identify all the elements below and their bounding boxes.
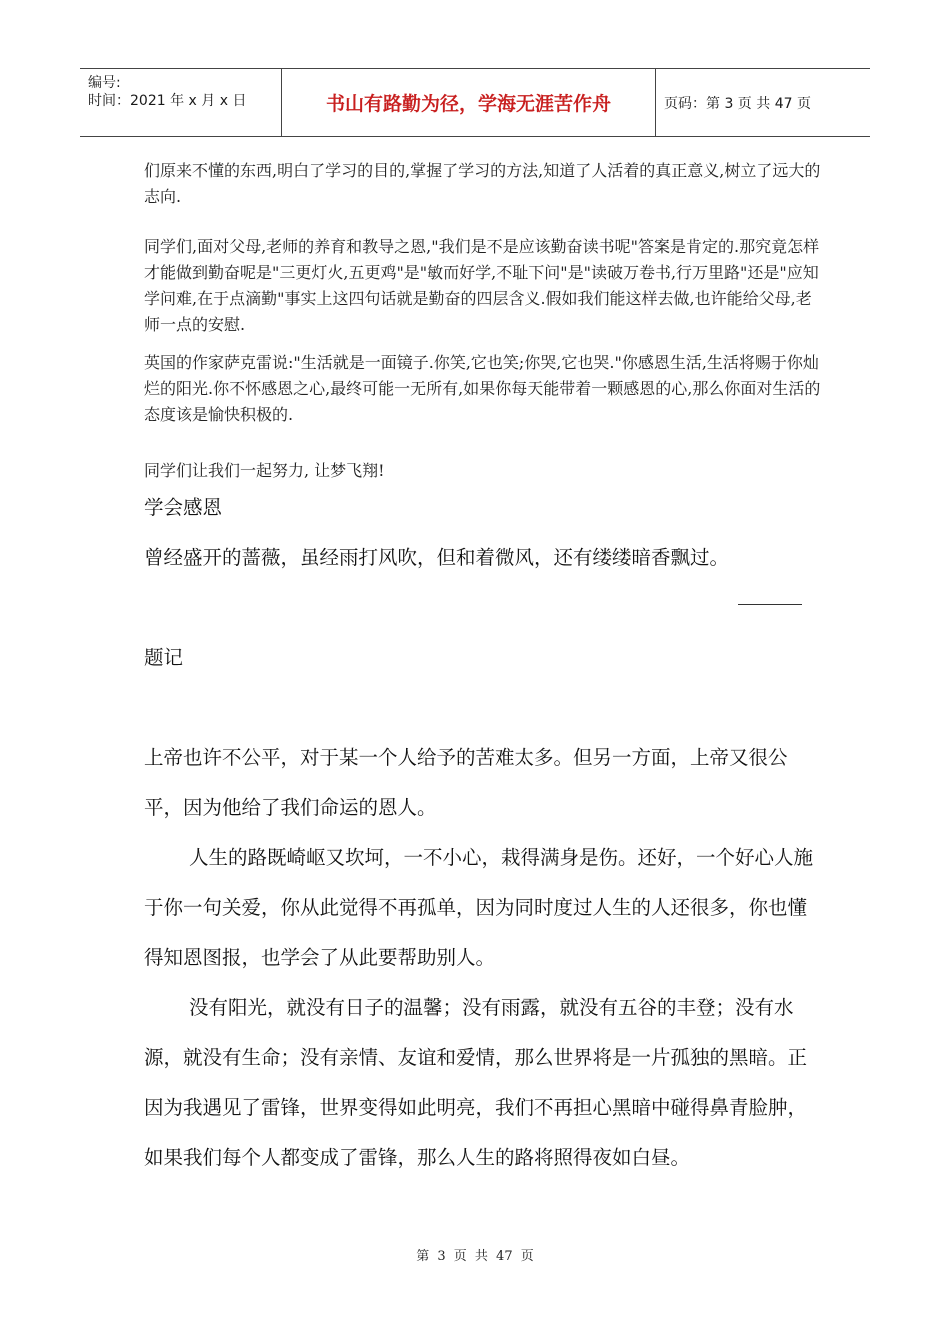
paragraph-4: 同学们让我们一起努力, 让梦飞翔!	[144, 461, 385, 480]
time-label: 时间：2021 年 x 月 x 日	[88, 93, 247, 109]
page-footer: 第 3 页 共 47 页	[416, 1249, 534, 1264]
paragraph-6: 人生的路既崎岖又坎坷，一不小心，栽得满身是伤。还好，一个好心人施于你一句关爱，你从此觉得不再孤单，因为同时度过人生的人还很多，你也懂得知恩图报，也学会了从此要帮助别人。	[144, 846, 814, 969]
quote-dash	[738, 604, 802, 605]
number-label: 编号:	[88, 75, 121, 91]
header-motto	[282, 69, 656, 136]
paragraph-3: 英国的作家萨克雷说:"生活就是一面镜子.你笑,它也笑;你哭,它也哭."你感恩生活,生活将赐于你灿烂的阳光.你不怀感恩之心,最终可能一无所有,如果你每天能带着一颗感恩的心,那么你面对生活的态度该是愉快积极的.	[144, 353, 821, 424]
paragraph-1: 们原来不懂的东西,明白了学习的目的,掌握了学习的方法,知道了人活着的真正意义,树立了远大的志向.	[144, 161, 821, 206]
paragraph-5: 上帝也许不公平，对于某一个人给予的苦难太多。但另一方面，上帝又很公平，因为他给了我们命运的恩人。	[144, 746, 788, 819]
page-info-text: 页码：第 3 页 共 47 页	[664, 95, 811, 112]
paragraph-7: 没有阳光，就没有日子的温馨；没有雨露，就没有五谷的丰登；没有水源，就没有生命；没有亲情、友谊和爱情，那么世界将是一片孤独的黑暗。正因为我遇见了雷锋，世界变得如此明亮，我们不再担心黑暗中碰得鼻青脸肿，如果我们每个人都变成了雷锋，那么人生的路将照得夜如白昼。	[144, 996, 808, 1169]
page-header	[80, 68, 870, 137]
header-meta	[80, 69, 282, 136]
essay-quote: 曾经盛开的蔷薇，虽经雨打风吹，但和着微风，还有缕缕暗香飘过。	[144, 546, 730, 569]
paragraph-2: 同学们,面对父母,老师的养育和教导之恩,"我们是不是应该勤奋读书呢"答案是肯定的.那究竟怎样才能做到勤奋呢是"三更灯火,五更鸡"是"敏而好学,不耻下问"是"读破万卷书,行万里路"还是"应知学问难,在于点滴勤"事实上这四句话就是勤奋的四层含义.假如我们能这样去做,也许能给父母,老师一点的安慰.	[144, 237, 820, 334]
epigraph-label: 题记	[144, 646, 184, 669]
essay-title: 学会感恩	[144, 496, 223, 519]
header-page-info	[656, 69, 870, 136]
motto-text: 书山有路勤为径，学海无涯苦作舟	[325, 93, 611, 115]
